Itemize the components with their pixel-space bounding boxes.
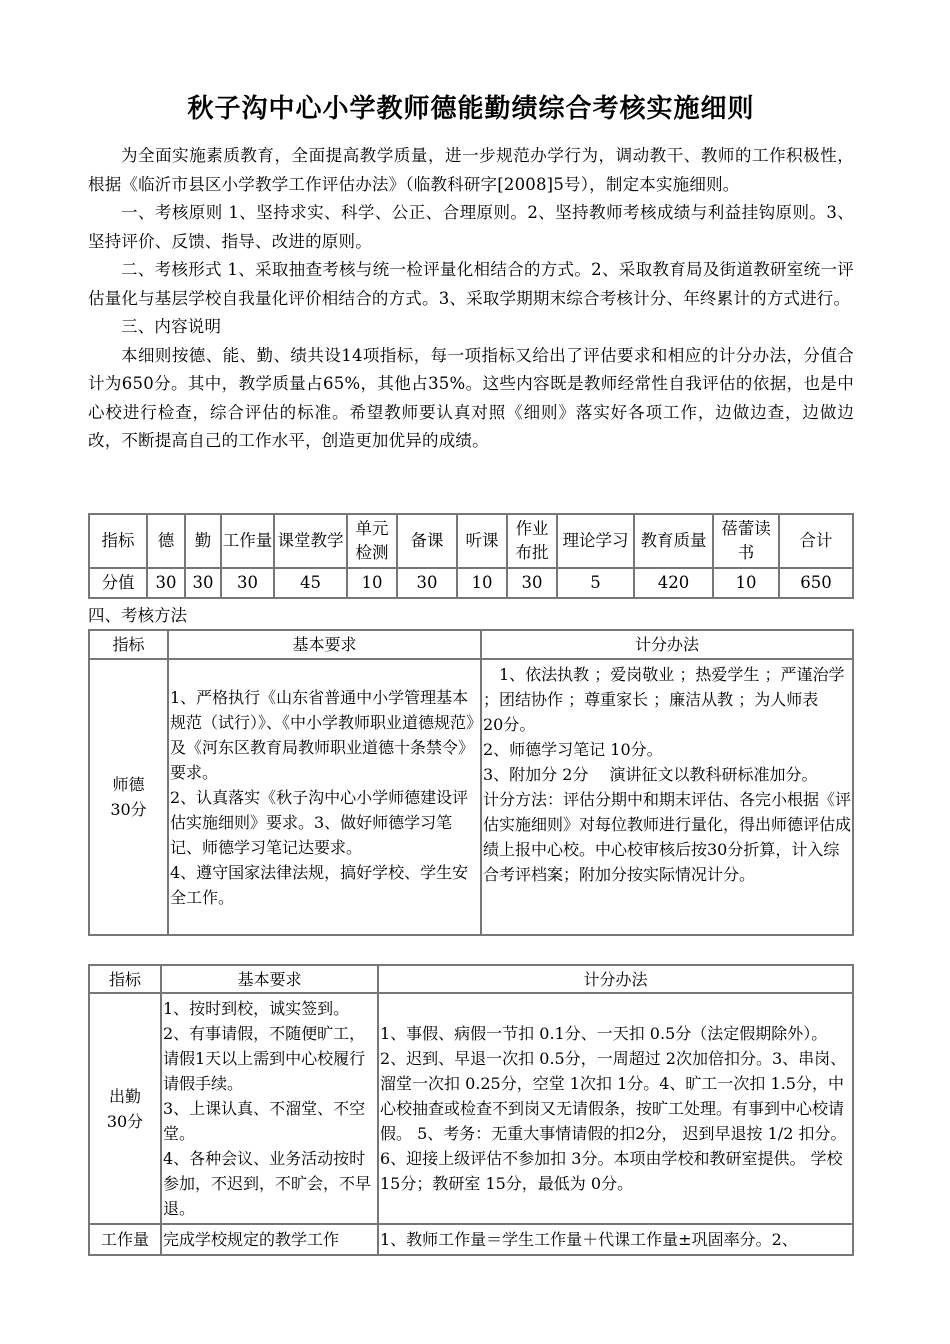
score-value-cell: 30 xyxy=(185,568,221,598)
score-value-cell: 10 xyxy=(347,568,397,598)
header-scoring: 计分办法 xyxy=(378,965,853,993)
method-table-2 xyxy=(88,964,854,1256)
score-header-cell: 单元检测 xyxy=(347,514,397,568)
row-scoring: 1、事假、病假一节扣 0.1分、一天扣 0.5分（法定假期除外）。2、迟到、早退一次扣 0.5分，一周超过 2次加倍扣分。3、串岗、溜堂一次扣 0.25分，空堂 1次扣 1分。4、旷工一次扣 1.5分，中心校抽查或检查不到岗又无请假条，按旷工处理。有事到中心校请假。 5、考务：无重大事情请假的扣2分， 迟到早退按 1/2 扣分。 6、迎接上级评估不参加扣 3分。本项由学校和教研室提供。 学校15分；教研室 15分，最低为 0分。 xyxy=(380,1024,852,1193)
score-header-cell: 合计 xyxy=(779,514,853,568)
score-value-cell: 30 xyxy=(221,568,274,598)
method-table xyxy=(88,629,854,936)
score-value-cell: 30 xyxy=(397,568,457,598)
score-value-cell: 分值 xyxy=(89,568,147,598)
score-header-cell: 教育质量 xyxy=(634,514,713,568)
score-header-cell: 理论学习 xyxy=(557,514,634,568)
row-indicator: 师德30分 xyxy=(110,775,147,819)
score-header-cell: 听课 xyxy=(457,514,507,568)
header-indicator: 指标 xyxy=(89,630,168,659)
score-value-cell: 45 xyxy=(274,568,347,598)
row-scoring: 1、依法执教 ；爱岗敬业 ；热爱学生 ；严谨治学 ；团结协作 ；尊重家长 ；廉洁从教 ；为人师表 20分。 2、师德学习笔记 10分。 3、附加分 2分 演讲征文以教科研标准加分。 计分方法：评估分期中和期末评估、各完小根据《评估实施细则》对每位教师进行量化，得出师德评估成绩上报中心校。中心校审核后按30分折算，计入综合考评档案；附加分按实际情况计分。 xyxy=(483,665,852,884)
method-row-attendance xyxy=(89,993,853,1224)
method-row-workload xyxy=(89,1224,853,1255)
row-indicator: 出勤30分 xyxy=(106,1086,144,1131)
paragraph-intro: 为全面实施素质教育，全面提高教学质量，进一步规范办学行为，调动教干、教师的工作积极性，根据《临沂市县区小学教学工作评估办法》（临教科研字[2008]5号），制定本实施细则。 xyxy=(88,146,854,194)
score-header-cell: 德 xyxy=(147,514,185,568)
row-scoring: 1、教师工作量＝学生工作量＋代课工作量±巩固率分。2、 xyxy=(378,1224,853,1255)
header-requirement: 基本要求 xyxy=(168,630,481,659)
header-scoring: 计分办法 xyxy=(481,630,853,659)
score-value-cell: 420 xyxy=(634,568,713,598)
row-indicator: 工作量 xyxy=(89,1224,161,1255)
score-value-cell: 10 xyxy=(713,568,779,598)
paragraph-forms: 二、考核形式 1、采取抽查考核与统一检评量化相结合的方式。2、采取教育局及街道教研室统一评估量化与基层学校自我量化评价相结合的方式。3、采取学期期末综合考核计分、年终累计的方式进行。 xyxy=(88,260,854,308)
intro-paragraphs xyxy=(88,142,854,456)
section4-title: 四、考核方法 xyxy=(88,606,187,625)
score-header-cell: 课堂教学 xyxy=(274,514,347,568)
method-table-2-header xyxy=(89,965,853,993)
score-table-value-row xyxy=(89,568,853,598)
score-value-cell: 30 xyxy=(147,568,185,598)
paragraph-content: 本细则按德、能、勤、绩共设14项指标，每一项指标又给出了评估要求和相应的计分办法，分值合计为650分。其中，教学质量占65%，其他占35%。这些内容既是教师经常性自我评估的依据，也是中心校进行检查，综合评估的标准。希望教师要认真对照《细则》落实好各项工作，边做边查，边做边改，不断提高自己的工作水平，创造更加优异的成绩。 xyxy=(88,345,854,450)
score-value-cell: 30 xyxy=(507,568,557,598)
method-table-header xyxy=(89,630,853,659)
score-value-cell: 5 xyxy=(557,568,634,598)
score-header-cell: 蓓蕾读书 xyxy=(713,514,779,568)
score-table xyxy=(88,513,854,599)
document-title: 秋子沟中心小学教师德能勤绩综合考核实施细则 xyxy=(187,94,755,124)
score-header-cell: 工作量 xyxy=(221,514,274,568)
method-row-ethics xyxy=(89,659,853,935)
paragraph-principles: 一、考核原则 1、坚持求实、科学、公正、合理原则。2、坚持教师考核成绩与利益挂钩原则。3、坚持评价、反馈、指导、改进的原则。 xyxy=(88,203,854,251)
header-indicator: 指标 xyxy=(89,965,161,993)
row-requirement: 完成学校规定的教学工作 xyxy=(161,1224,378,1255)
header-requirement: 基本要求 xyxy=(161,965,378,993)
score-header-cell: 备课 xyxy=(397,514,457,568)
paragraph-content-title: 三、内容说明 xyxy=(121,317,222,336)
score-header-cell: 作业布批 xyxy=(507,514,557,568)
score-value-cell: 650 xyxy=(779,568,853,598)
row-requirement: 1、按时到校，诚实签到。 2、有事请假，不随便旷工，请假1天以上需到中心校履行请假手续。 3、上课认真、不溜堂、不空堂。 4、各种会议、业务活动按时参加，不迟到，不旷会，不早退。 xyxy=(163,999,372,1218)
score-value-cell: 10 xyxy=(457,568,507,598)
score-header-cell: 勤 xyxy=(185,514,221,568)
score-header-cell: 指标 xyxy=(89,514,147,568)
score-table-header-row xyxy=(89,514,853,568)
row-requirement: 1、严格执行《山东省普通中小学管理基本规范（试行）》、《中小学教师职业道德规范》及《河东区教育局教师职业道德十条禁令》要求。 2、认真落实《秋子沟中心小学师德建设评估实施细则》要求。3、做好师德学习笔记、师德学习笔记达要求。 4、遵守国家法律法规，搞好学校、学生安全工作。 xyxy=(170,687,475,907)
